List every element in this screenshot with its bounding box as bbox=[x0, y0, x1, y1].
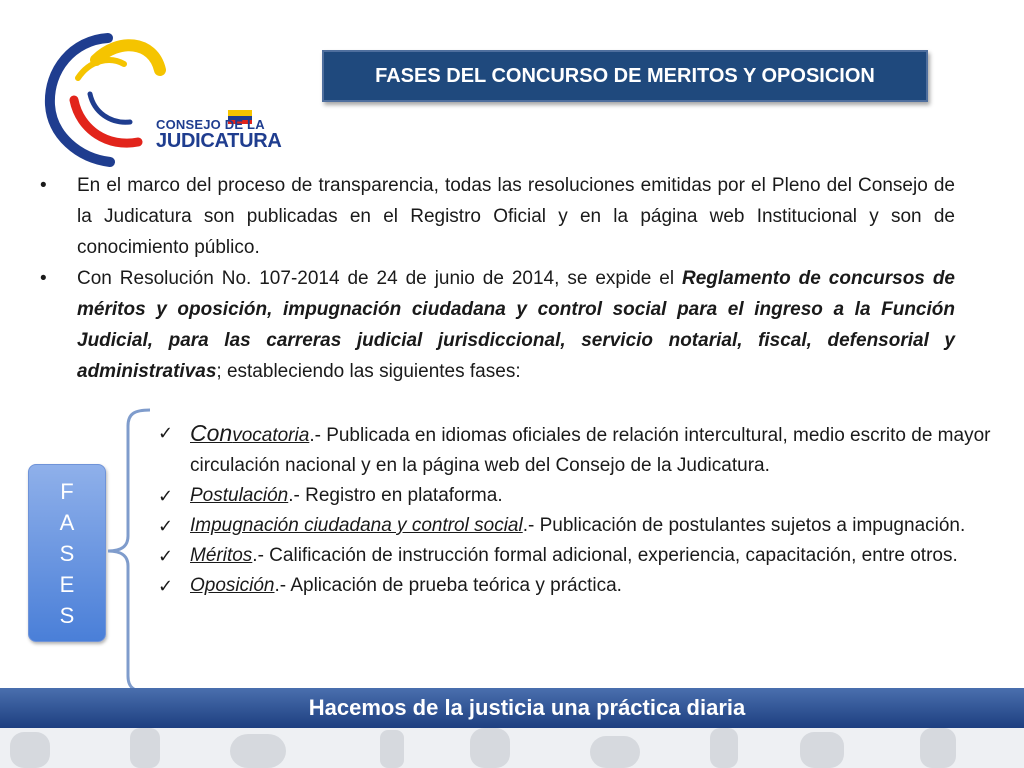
phase-name: Oposición bbox=[190, 575, 275, 596]
slide-title: FASES DEL CONCURSO DE MERITOS Y OPOSICION bbox=[322, 50, 928, 102]
phase-item-impugnacion bbox=[158, 511, 998, 541]
logo-line-2: JUDICATURA bbox=[156, 130, 282, 152]
bullet-prefix: Con Resolución No. 107-2014 de 24 de junio de 2014, se expide el bbox=[77, 268, 682, 289]
consejo-judicatura-logo bbox=[38, 30, 282, 170]
regulation-name: Reglamento de concursos de méritos y oposición, impugnación ciudadana y control social para el ingreso a la Función Judicial, para las carreras judicial jurisdiccional, servicio notarial, fiscal, defensorial y administrativas bbox=[77, 268, 955, 382]
fases-letter: S bbox=[59, 540, 75, 566]
curly-brace-icon bbox=[104, 406, 154, 696]
phase-description: .- Publicada en idiomas oficiales de relación intercultural, medio escrito de mayor circulación nacional y en la página web del Consejo de la Judicatura. bbox=[190, 425, 991, 476]
phase-description: .- Publicación de postulantes sujetos a impugnación. bbox=[522, 515, 966, 536]
phase-name: Postulación bbox=[190, 485, 289, 506]
bullet-item bbox=[40, 263, 955, 387]
fases-label-box bbox=[28, 464, 106, 642]
phase-item-meritos bbox=[158, 541, 998, 571]
phases-list bbox=[158, 418, 998, 601]
bullet-item bbox=[40, 170, 955, 263]
phase-name: Convocatoria bbox=[190, 420, 310, 446]
logo-line-1: CONSEJO DE LA bbox=[156, 117, 265, 132]
intro-bullets bbox=[40, 170, 955, 387]
phase-description: .- Aplicación de prueba teórica y práctica. bbox=[274, 575, 622, 596]
fases-letter: F bbox=[60, 478, 74, 504]
checkmark-icon: ✓ bbox=[158, 516, 174, 536]
columns-decoration bbox=[0, 728, 1024, 768]
checkmark-icon: ✓ bbox=[158, 486, 174, 506]
decorative-columns-strip bbox=[0, 728, 1024, 768]
phase-item-postulacion bbox=[158, 481, 998, 511]
bullet-text: En el marco del proceso de transparencia, todas las resoluciones emitidas por el Pleno del Consejo de la Judicatura son publicadas en el Registro Oficial y en la página web Institucional y son de conocimiento público. bbox=[77, 175, 955, 258]
phase-name: Impugnación ciudadana y control social bbox=[190, 515, 523, 536]
checkmark-icon: ✓ bbox=[158, 576, 174, 596]
checkmark-icon: ✓ bbox=[158, 423, 174, 443]
checkmark-icon: ✓ bbox=[158, 546, 174, 566]
phase-description: .- Calificación de instrucción formal adicional, experiencia, capacitación, entre otros. bbox=[252, 545, 958, 566]
phase-description: .- Registro en plataforma. bbox=[288, 485, 503, 506]
footer-slogan: Hacemos de la justicia una práctica diaria bbox=[0, 688, 1024, 728]
phase-name: Méritos bbox=[190, 545, 253, 566]
phase-item-convocatoria bbox=[158, 418, 998, 481]
bullet-suffix: ; estableciendo las siguientes fases: bbox=[216, 361, 521, 382]
fases-letter: S bbox=[59, 602, 75, 628]
fases-letter: E bbox=[59, 571, 75, 597]
fases-letter: A bbox=[59, 509, 75, 535]
phase-item-oposicion bbox=[158, 571, 998, 601]
bullet-marker: • bbox=[40, 175, 47, 196]
logo-wordmark bbox=[156, 118, 282, 151]
bullet-marker: • bbox=[40, 268, 47, 289]
